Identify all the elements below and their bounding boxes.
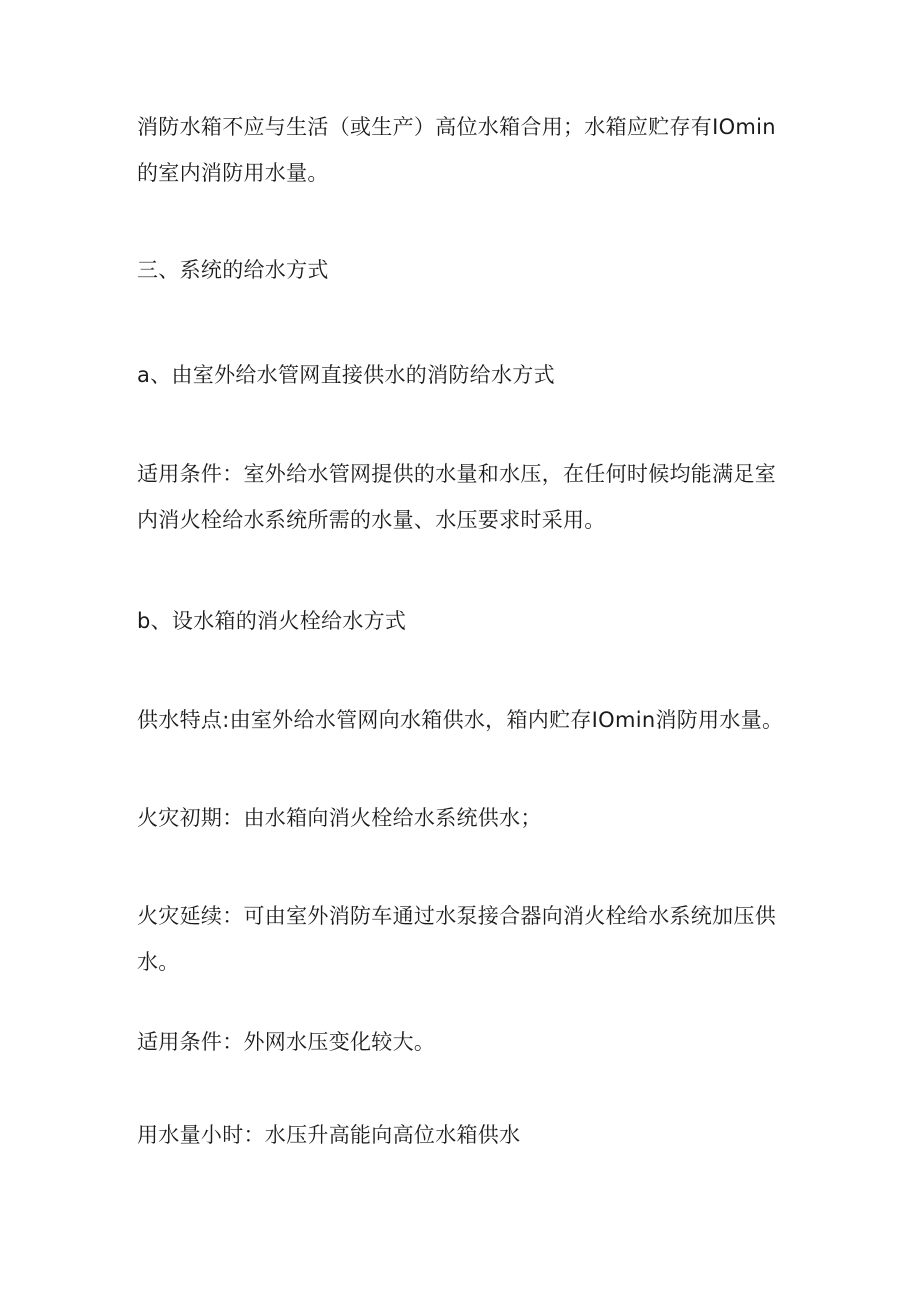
text-line: a、由室外给水管网直接供水的消防给水方式 — [137, 363, 555, 387]
text-line: 用水量小时：水压升高能向高位水箱供水 — [137, 1123, 521, 1147]
subheading-direct-supply — [137, 352, 797, 398]
paragraph-tank-supply-conditions — [137, 1019, 797, 1065]
text-line: 内消火栓给水系统所需的水量、水压要求时采用。 — [137, 508, 606, 532]
text-line: 适用条件：室外给水管网提供的水量和水压，在任何时候均能满足室 — [137, 462, 776, 486]
section-heading-water-supply-methods — [137, 247, 797, 293]
paragraph-fire-tank-rule — [137, 104, 797, 196]
paragraph-fire-initial — [137, 795, 797, 841]
text-line: b、设水箱的消火栓给水方式 — [137, 609, 407, 633]
paragraph-direct-supply-conditions — [137, 451, 797, 543]
paragraph-fire-continuation — [137, 893, 797, 985]
text-line: 火灾延续：可由室外消防车通过水泵接合器向消火栓给水系统加压供 — [137, 904, 776, 928]
paragraph-supply-features — [137, 697, 797, 743]
text-line: 火灾初期：由水箱向消火栓给水系统供水； — [137, 806, 542, 830]
text-line: 供水特点:由室外给水管网向水箱供水，箱内贮存IOmin消防用水量。 — [137, 708, 784, 732]
text-line: 的室内消防用水量。 — [137, 161, 329, 185]
text-line: 适用条件：外网水压变化较大。 — [137, 1030, 436, 1054]
paragraph-low-water-usage — [137, 1112, 797, 1158]
text-line: 三、系统的给水方式 — [137, 258, 329, 282]
subheading-tank-supply — [137, 598, 797, 644]
text-line: 水。 — [137, 950, 180, 974]
text-line: 消防水箱不应与生活（或生产）高位水箱合用；水箱应贮存有IOmin — [137, 115, 776, 139]
